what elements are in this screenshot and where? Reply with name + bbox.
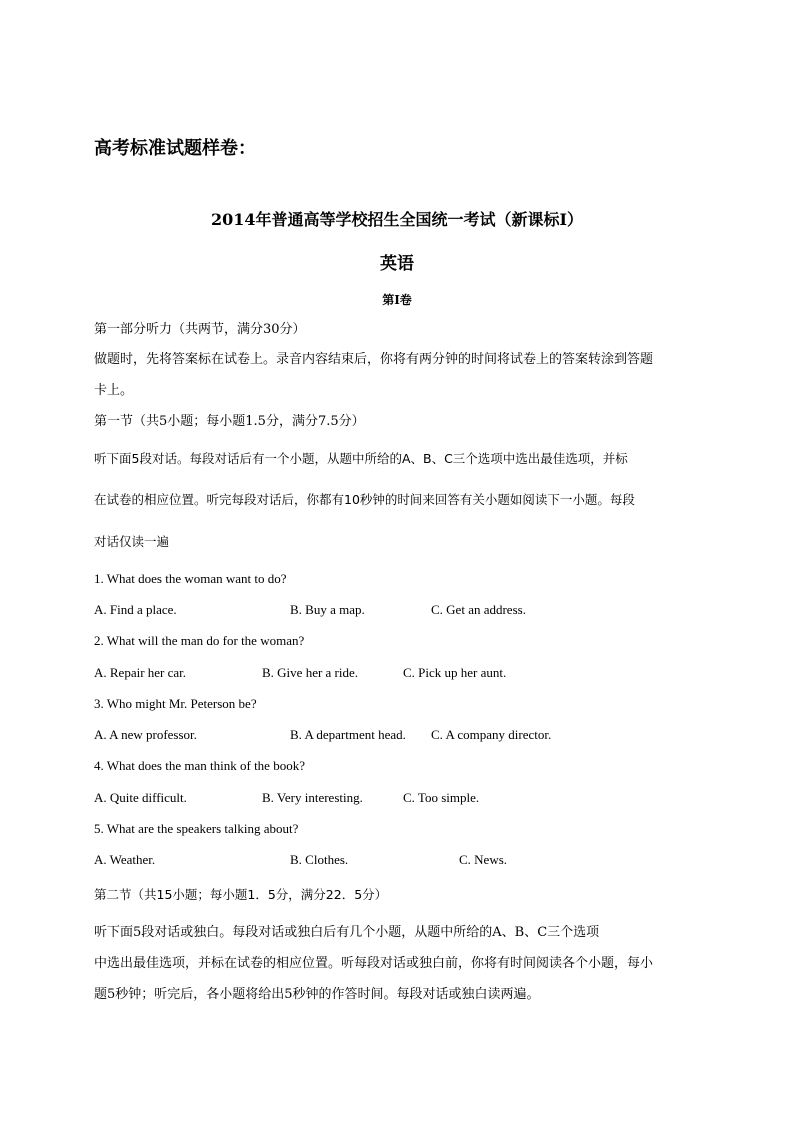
section2-directions-line3: 题5秒钟；听完后，各小题将给出5秒钟的作答时间。每段对话或独白读两遍。 <box>94 987 540 1002</box>
answer-option: C. Get an address. <box>431 602 526 617</box>
answer-option: A. Repair her car. <box>94 665 187 680</box>
section1-directions-line1: 听下面5段对话。每段对话后有一个小题，从题中所给的A、B、C三个选项中选出最佳选项，并标 <box>94 451 628 466</box>
part1-instruction-line1: 做题时，先将答案标在试卷上。录音内容结束后，你将有两分钟的时间将试卷上的答案转涂到答题 <box>94 352 654 367</box>
answer-option: A. Find a place. <box>94 602 177 617</box>
answer-option: B. A department head. <box>290 727 406 742</box>
sample-title: 高考标准试题样卷： <box>94 138 256 159</box>
answer-option: A. Quite difficult. <box>94 790 187 805</box>
answer-option: A. Weather. <box>94 852 156 867</box>
answer-option: B. Clothes. <box>290 852 349 867</box>
answer-option: A. A new professor. <box>94 727 197 742</box>
question-stem: 4. What does the man think of the book? <box>94 758 305 773</box>
question-stem: 2. What will the man do for the woman? <box>94 633 305 648</box>
part1-instruction-line2: 卡上。 <box>94 383 134 398</box>
answer-option: B. Very interesting. <box>262 790 363 805</box>
section1-heading: 第一节（共5小题；每小题1.5分，满分7.5分） <box>94 414 365 429</box>
section1-directions-line2: 在试卷的相应位置。听完每段对话后，你都有10秒钟的时间来回答有关小题如阅读下一小题。每段 <box>94 492 635 507</box>
answer-option: C. A company director. <box>431 727 552 742</box>
question-stem: 5. What are the speakers talking about? <box>94 821 299 836</box>
section1-directions-line3: 对话仅读一遍 <box>94 534 170 549</box>
part1-heading: 第一部分听力（共两节，满分30分） <box>94 322 306 337</box>
section2-directions-line1: 听下面5段对话或独白。每段对话或独白后有几个小题，从题中所给的A、B、C三个选项 <box>94 925 600 940</box>
question-stem: 1. What does the woman want to do? <box>94 571 287 586</box>
answer-option: B. Give her a ride. <box>262 665 359 680</box>
answer-option: C. Too simple. <box>403 790 480 805</box>
section2-directions-line2: 中选出最佳选项，并标在试卷的相应位置。听每段对话或独白前，你将有时间阅读各个小题，每小 <box>94 956 654 971</box>
answer-option: C. News. <box>459 852 508 867</box>
section2-heading: 第二节（共15小题；每小题1．5分，满分22．5分） <box>94 887 388 902</box>
subject-title: 英语 <box>380 254 414 274</box>
answer-option: B. Buy a map. <box>290 602 365 617</box>
exam-title: 2014年普通高等学校招生全国统一考试（新课标I） <box>210 210 584 229</box>
question-stem: 3. Who might Mr. Peterson be? <box>94 696 257 711</box>
volume-label: 第I卷 <box>382 293 412 307</box>
answer-option: C. Pick up her aunt. <box>403 665 507 680</box>
